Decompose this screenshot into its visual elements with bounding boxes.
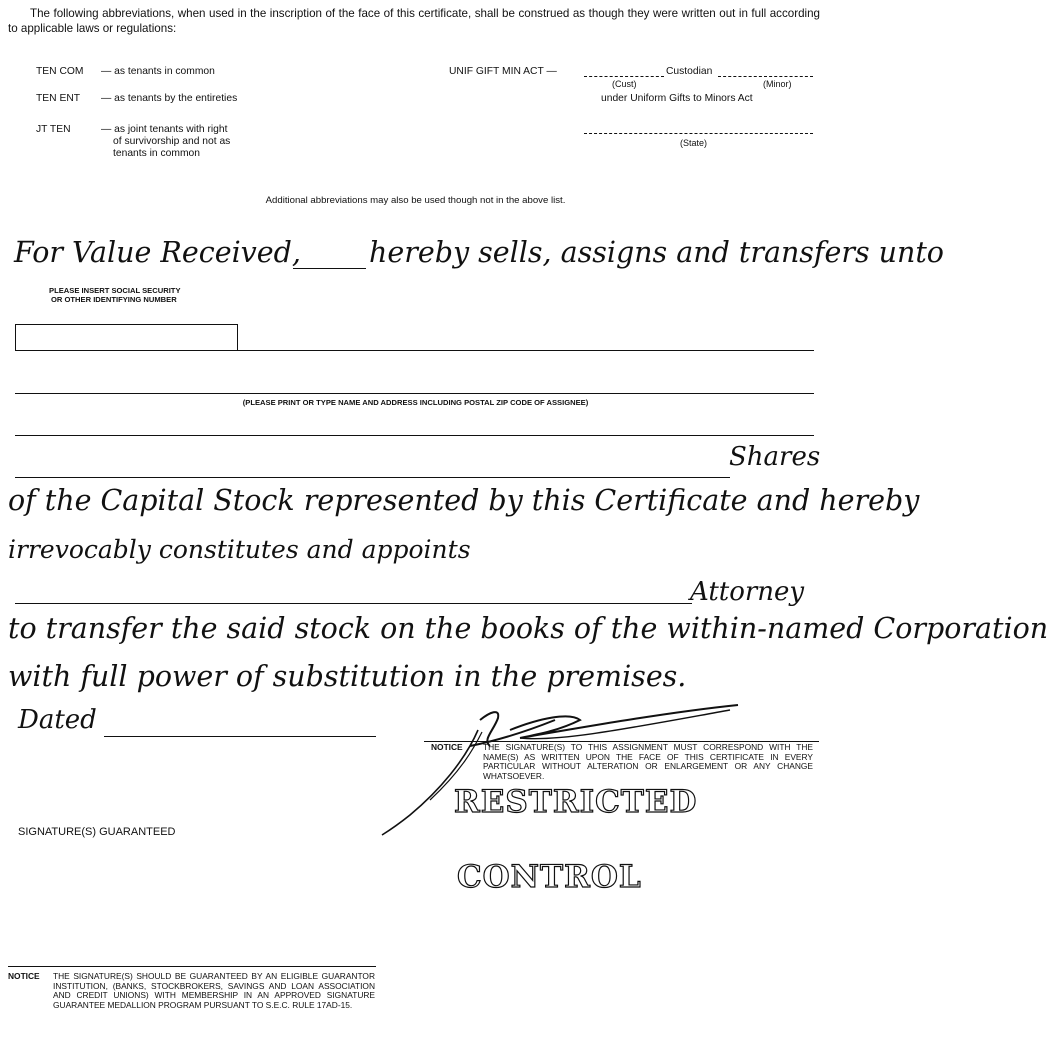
state-caption: (State) [680,138,708,148]
shares-line[interactable] [15,477,730,478]
assignee-line-2[interactable] [15,393,814,394]
capital-stock-line: of the Capital Stock represented by this Certificate and hereby [8,484,920,517]
control-stamp: CONTROL [457,859,642,895]
cust-line[interactable] [584,76,664,77]
assignee-line-1[interactable] [238,350,814,351]
assignee-line-3[interactable] [15,435,814,436]
abbr-def-jt-ten-3: tenants in common [113,148,200,159]
attorney-line[interactable] [15,603,692,604]
abbr-code-ten-com: TEN COM [36,66,84,77]
hereby-transfers-text: hereby sells, assigns and transfers unto [369,236,944,269]
notice-label-signature: NOTICE [431,742,463,752]
abbr-def-jt-ten-2: of survivorship and not as [113,136,231,147]
minor-line[interactable] [718,76,813,77]
dated-label: Dated [18,705,97,735]
unif-gift-label: UNIF GIFT MIN ACT — [449,66,557,77]
notice-label-guarantee: NOTICE [8,971,40,981]
assignor-line[interactable] [293,268,366,269]
attorney-label: Attorney [690,577,805,607]
abbr-def-ten-com: — as tenants in common [101,66,215,77]
abbr-def-ten-ent: — as tenants by the entireties [101,93,238,104]
notice-text-signature: THE SIGNATURE(S) TO THIS ASSIGNMENT MUST CORRESPOND WITH THE NAME(S) AS WRITTEN UPON THE FACE OF THIS CERTIFICATE IN EVERY PARTICULAR WITHOUT ALTERATION OR ENLARGEMENT OR ANY CHANGE WHATSOEVER. [483,742,813,781]
notice-text-guarantee: THE SIGNATURE(S) SHOULD BE GUARANTEED BY AN ELIGIBLE GUARANTOR INSTITUTION, (BANKS, STOCKBROKERS, SAVINGS AND LOAN ASSOCIATION AND CREDIT UNIONS) WITH MEMBERSHIP IN AN APPROVED SIGNATURE GUARANTEE MEDALLION PROGRAM PURSUANT TO S.E.C. RULE 17AD-15. [53,971,375,1010]
irrevocably-appoints-line: irrevocably constitutes and appoints [8,535,471,564]
intro-paragraph: The following abbreviations, when used in the inscription of the face of this certificate, shall be construed as though they were written out in full according to applicable laws or regulations: [8,7,820,35]
abbr-code-jt-ten: JT TEN [36,124,71,135]
custodian-label: Custodian [666,66,713,77]
signature-guaranteed-label: SIGNATURE(S) GUARANTEED [18,826,176,838]
ssn-label-1: PLEASE INSERT SOCIAL SECURITY [49,286,181,295]
guarantee-signature-line[interactable] [8,966,376,967]
additional-abbreviations-note: Additional abbreviations may also be used though not in the above list. [265,195,566,206]
minor-caption: (Minor) [763,79,792,89]
ssn-input-box[interactable] [15,324,238,351]
for-value-received: For Value Received, [14,236,301,269]
date-line[interactable] [104,736,376,737]
ssn-label-2: OR OTHER IDENTIFYING NUMBER [51,295,177,304]
state-line[interactable] [584,133,813,134]
cust-caption: (Cust) [612,79,637,89]
assignee-caption: (PLEASE PRINT OR TYPE NAME AND ADDRESS INCLUDING POSTAL ZIP CODE OF ASSIGNEE) [242,398,589,407]
restricted-stamp: RESTRICTED [454,784,698,820]
under-ugma: under Uniform Gifts to Minors Act [601,93,753,104]
abbr-def-jt-ten: — as joint tenants with right [101,124,228,135]
abbr-code-ten-ent: TEN ENT [36,93,81,104]
shares-label: Shares [729,442,821,472]
transfer-stock-line: to transfer the said stock on the books of the within-named Corporation [8,612,1048,645]
full-power-line: with full power of substitution in the premises. [8,660,687,693]
